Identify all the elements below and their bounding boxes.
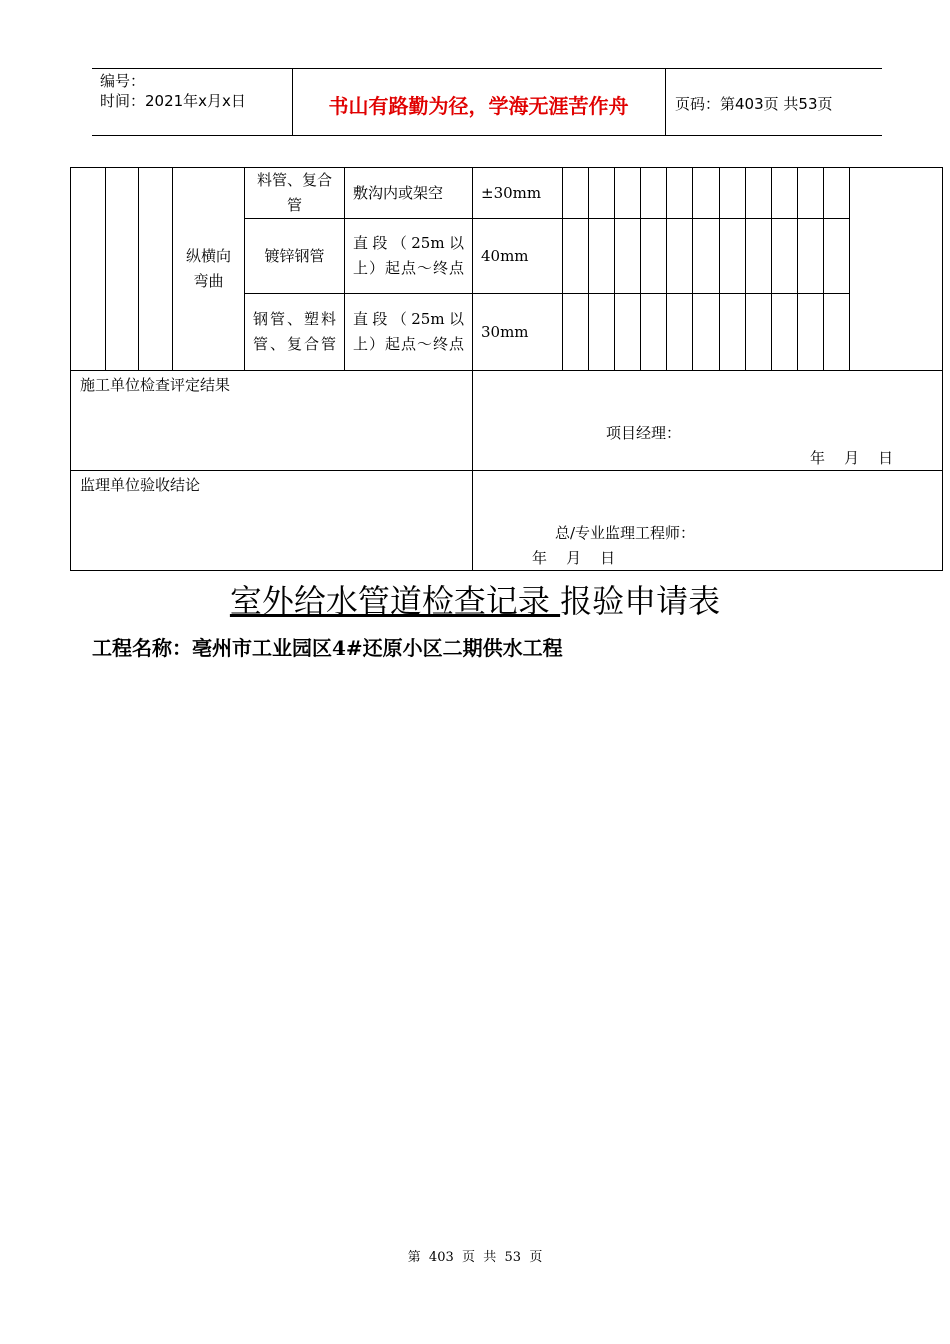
supervision-result-row (71, 471, 943, 571)
material-cell: 料管、复合管 (245, 168, 345, 219)
supervision-result-label: 监理单位验收结论 (71, 471, 473, 571)
project-name: 工程名称：亳州市工业园区4#还原小区二期供水工程 (92, 636, 563, 660)
header-bottom-rule (92, 135, 882, 136)
material-cell: 镀锌钢管 (245, 219, 345, 294)
code-label: 编号： (100, 72, 146, 90)
document-title-rest: 报验申请表 (560, 582, 721, 620)
tolerance-cell: ±30mm (473, 168, 563, 219)
project-manager-label: 项目经理： (606, 424, 682, 442)
page-footer: 第 403 页 共 53 页 (407, 1250, 543, 1265)
document-title (0, 576, 950, 622)
tolerance-cell: 30mm (473, 294, 563, 371)
table-row (71, 168, 943, 219)
construction-date: 年 月 日 (810, 449, 894, 467)
condition-cell: 敷沟内或架空 (345, 168, 473, 219)
document-title-underlined: 室外给水管道检查记录 (229, 582, 561, 620)
header-top-rule (92, 68, 882, 69)
condition-cell: 直段（25m以上）起点～终点 (345, 294, 473, 371)
page-info: 页码：第403页 共53页 (675, 95, 833, 113)
time-label: 时间：2021年x月x日 (100, 92, 246, 110)
construction-result-label: 施工单位检查评定结果 (71, 371, 473, 471)
supervision-date: 年 月 日 (532, 549, 616, 567)
header-divider (665, 68, 666, 136)
inspection-table (70, 167, 943, 571)
material-cell: 钢管、塑料管、复合管 (245, 294, 345, 371)
header-motto: 书山有路勤为径，学海无涯苦作舟 (328, 94, 629, 118)
group-label: 纵横向弯曲 (173, 168, 245, 371)
tolerance-cell: 40mm (473, 219, 563, 294)
condition-cell: 直段（25m以上）起点～终点 (345, 219, 473, 294)
engineer-label: 总/专业监理工程师： (555, 524, 696, 542)
